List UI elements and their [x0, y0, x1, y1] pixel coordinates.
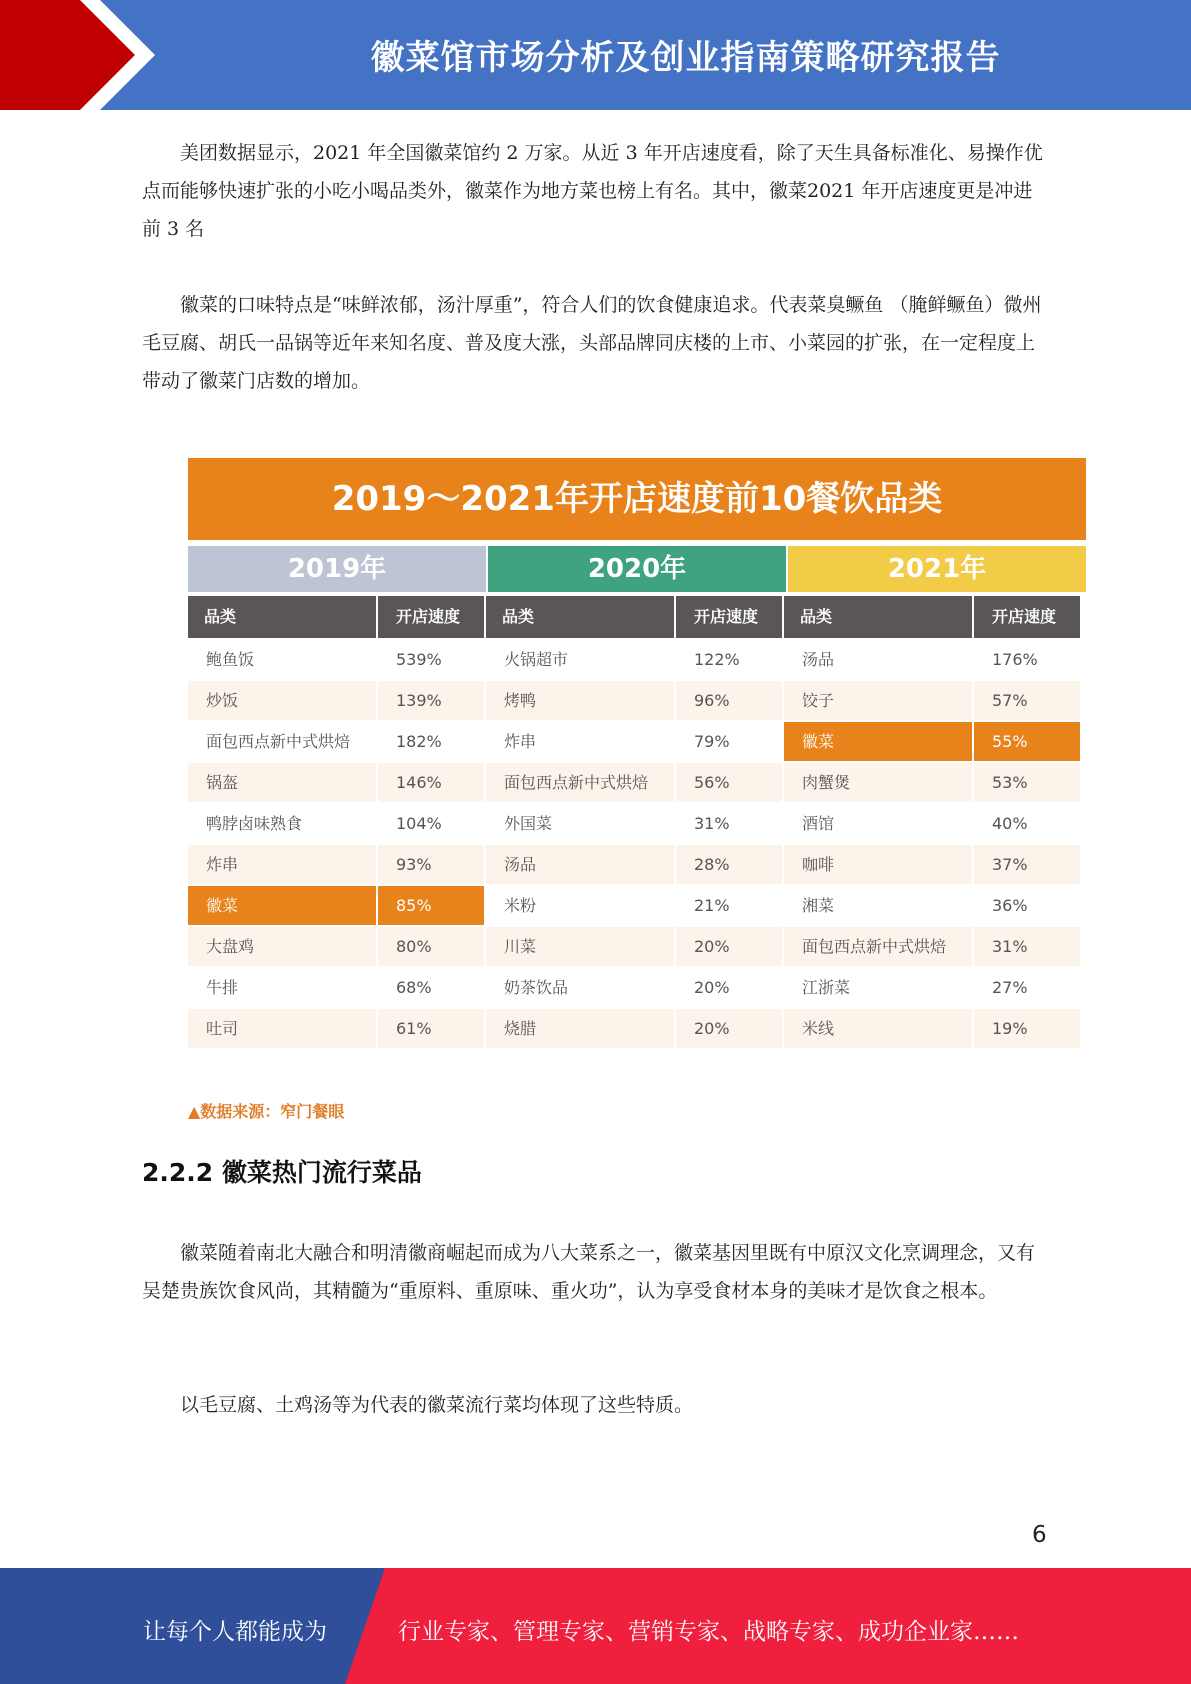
- table-cell-speed: 176%: [974, 640, 1080, 679]
- paragraph-3: 徽菜随着南北大融合和明清徽商崛起而成为八大菜系之一，徽菜基因里既有中原汉文化烹调理念，又有吴楚贵族饮食风尚，其精髓为“重原料、重原味、重火功”，认为享受食材本身的美味才是饮食之根本。: [142, 1242, 1036, 1302]
- table-cell-speed: 20%: [676, 968, 782, 1007]
- table-cell-speed: 80%: [378, 927, 484, 966]
- table-cell-speed: 31%: [676, 804, 782, 843]
- footer-slogan-right: 行业专家、管理专家、营销专家、战略专家、成功企业家……: [398, 1619, 1019, 1645]
- column-header-speed: 开店速度: [676, 596, 782, 638]
- table-cell-speed: 104%: [378, 804, 484, 843]
- ranking-table-figure: [188, 458, 1086, 1048]
- year-2021-label: 2021年: [788, 546, 1086, 592]
- year-2020-label: 2020年: [488, 546, 786, 592]
- table-cell-category: 肉蟹煲: [784, 763, 972, 802]
- table-cell-speed: 27%: [974, 968, 1080, 1007]
- table-cell-category: 酒馆: [784, 804, 972, 843]
- table-cell-category: 鸭脖卤味熟食: [188, 804, 376, 843]
- table-cell-category: 吐司: [188, 1009, 376, 1048]
- table-cell-speed: 20%: [676, 1009, 782, 1048]
- table-cell-category: 烤鸭: [486, 681, 674, 720]
- year-2019-label: 2019年: [188, 546, 486, 592]
- table-cell-speed: 56%: [676, 763, 782, 802]
- table-cell-category: 烧腊: [486, 1009, 674, 1048]
- page-footer: [0, 1568, 1191, 1684]
- table-cell-speed: 21%: [676, 886, 782, 925]
- table-cell-category: 面包西点新中式烘焙: [486, 763, 674, 802]
- year-header-row: [188, 546, 1086, 592]
- column-header-speed: 开店速度: [974, 596, 1080, 638]
- ranking-grid: [188, 596, 1086, 1048]
- table-cell-speed: 55%: [974, 722, 1080, 761]
- table-cell-speed: 61%: [378, 1009, 484, 1048]
- table-cell-category: 炸串: [188, 845, 376, 884]
- table-cell-category: 米粉: [486, 886, 674, 925]
- table-cell-speed: 20%: [676, 927, 782, 966]
- table-cell-category: 鲍鱼饭: [188, 640, 376, 679]
- table-cell-speed: 139%: [378, 681, 484, 720]
- table-cell-category: 米线: [784, 1009, 972, 1048]
- column-header-category: 品类: [784, 596, 972, 638]
- table-cell-speed: 57%: [974, 681, 1080, 720]
- table-cell-speed: 96%: [676, 681, 782, 720]
- table-cell-category: 牛排: [188, 968, 376, 1007]
- paragraph-2: 徽菜的口味特点是“味鲜浓郁，汤汁厚重”，符合人们的饮食健康追求。代表菜臭鳜鱼 （腌鲜鳜鱼）微州毛豆腐、胡氏一品锅等近年来知名度、普及度大涨，头部品牌同庆楼的上市、小菜园的扩张，在一定程度上带动了徽菜门店数的增加。: [142, 294, 1042, 392]
- table-cell-category: 炒饭: [188, 681, 376, 720]
- table-cell-category: 徽菜: [784, 722, 972, 761]
- table-cell-category: 面包西点新中式烘焙: [188, 722, 376, 761]
- column-header-speed: 开店速度: [378, 596, 484, 638]
- table-cell-speed: 19%: [974, 1009, 1080, 1048]
- table-cell-category: 面包西点新中式烘焙: [784, 927, 972, 966]
- paragraph-1: 美团数据显示，2021 年全国徽菜馆约 2 万家。从近 3 年开店速度看，除了天生具备标准化、易操作优点而能够快速扩张的小吃小喝品类外，徽菜作为地方菜也榜上有名。其中，徽菜2021 年开店速度更是冲进前 3 名: [142, 142, 1043, 240]
- footer-slogan-left: 让每个人都能成为: [143, 1619, 327, 1645]
- table-cell-speed: 93%: [378, 845, 484, 884]
- column-header-category: 品类: [486, 596, 674, 638]
- table-cell-category: 咖啡: [784, 845, 972, 884]
- table-cell-category: 饺子: [784, 681, 972, 720]
- table-cell-category: 大盘鸡: [188, 927, 376, 966]
- table-cell-category: 火锅超市: [486, 640, 674, 679]
- table-cell-category: 炸串: [486, 722, 674, 761]
- table-cell-speed: 40%: [974, 804, 1080, 843]
- table-cell-speed: 36%: [974, 886, 1080, 925]
- table-cell-speed: 79%: [676, 722, 782, 761]
- table-cell-category: 奶茶饮品: [486, 968, 674, 1007]
- column-header-category: 品类: [188, 596, 376, 638]
- table-cell-category: 徽菜: [188, 886, 376, 925]
- table-cell-category: 汤品: [784, 640, 972, 679]
- paragraph-4: 以毛豆腐、土鸡汤等为代表的徽菜流行菜均体现了这些特质。: [180, 1394, 694, 1416]
- table-cell-speed: 53%: [974, 763, 1080, 802]
- page-number: 6: [1032, 1522, 1047, 1548]
- table-cell-speed: 37%: [974, 845, 1080, 884]
- table-cell-speed: 28%: [676, 845, 782, 884]
- page-header: [0, 0, 1191, 110]
- table-cell-speed: 31%: [974, 927, 1080, 966]
- section-heading: 2.2.2 徽菜热门流行菜品: [142, 1158, 422, 1187]
- table-cell-speed: 122%: [676, 640, 782, 679]
- table-cell-speed: 182%: [378, 722, 484, 761]
- data-source-note: ▲数据来源：窄门餐眼: [188, 1102, 345, 1121]
- table-cell-category: 湘菜: [784, 886, 972, 925]
- table-cell-category: 汤品: [486, 845, 674, 884]
- figure-title: 2019～2021年开店速度前10餐饮品类: [188, 458, 1086, 540]
- table-cell-category: 川菜: [486, 927, 674, 966]
- table-cell-speed: 85%: [378, 886, 484, 925]
- report-title: 徽菜馆市场分析及创业指南策略研究报告: [370, 38, 1001, 78]
- table-cell-speed: 146%: [378, 763, 484, 802]
- table-cell-speed: 68%: [378, 968, 484, 1007]
- table-cell-speed: 539%: [378, 640, 484, 679]
- table-cell-category: 锅盔: [188, 763, 376, 802]
- table-cell-category: 外国菜: [486, 804, 674, 843]
- table-cell-category: 江浙菜: [784, 968, 972, 1007]
